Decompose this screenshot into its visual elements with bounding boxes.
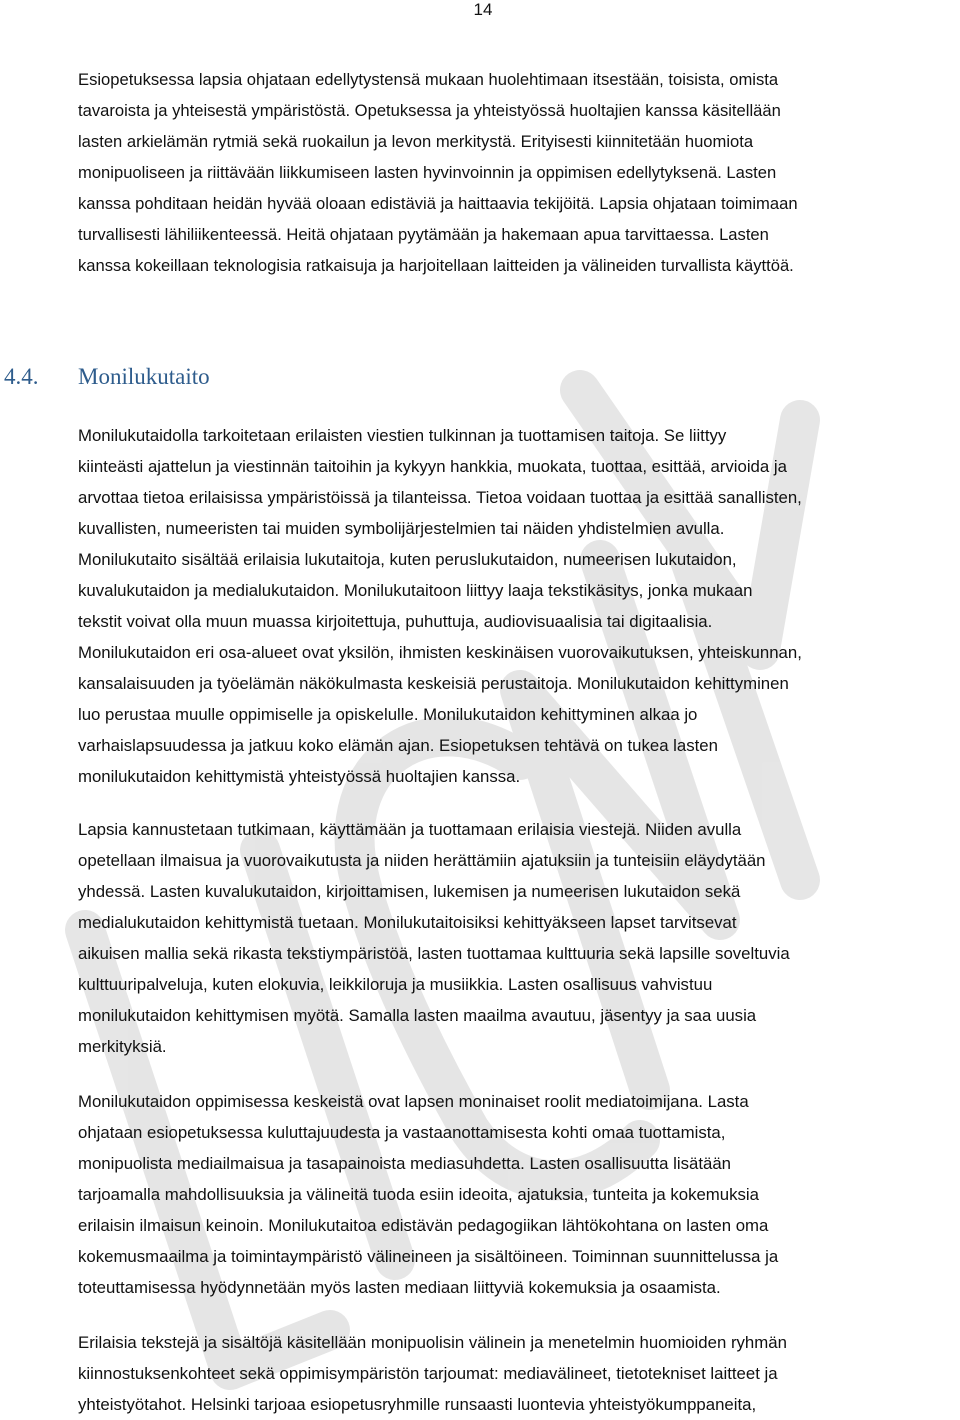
text-line: yhdessä. Lasten kuvalukutaidon, kirjoittamisen, lukemisen ja numeerisen lukutaidon sekä (78, 882, 741, 901)
text-line: erilaisin ilmaisun keinoin. Monilukutaitoa edistävän pedagogiikan lähtökohtana on lasten oma (78, 1216, 769, 1235)
paragraph-5 (78, 1327, 958, 1420)
text-line: kiinteästi ajattelun ja viestinnän taitoihin ja kykyyn hankkia, muokata, tuottaa, esittää, arvioida ja (78, 457, 787, 476)
text-line: medialukutaidon kehittymistä tuetaan. Monilukutaitoisiksi kehittyäkseen lapset tarvitsevat (78, 913, 737, 932)
text-line: toteuttamisessa hyödynnetään myös lasten mediaan liittyviä kokemuksia ja osaamista. (78, 1278, 721, 1297)
text-line: kanssa kokeillaan teknologisia ratkaisuja ja harjoitellaan laitteiden ja välineiden turvallista käyttöä. (78, 256, 794, 275)
text-line: monipuolista mediailmaisua ja tasapainoista mediasuhdetta. Lasten osallisuutta lisätään (78, 1154, 731, 1173)
text-line: arvottaa tietoa erilaisissa ympäristöissä ja tilanteissa. Tietoa voidaan tuottaa ja esittää sanallisten, (78, 488, 802, 507)
text-line: monipuoliseen ja riittävään liikkumiseen lasten hyvinvoinnin ja oppimisen edellytyksenä. Lasten (78, 163, 777, 182)
text-line: ohjataan esiopetuksessa kuluttajuudesta ja vastaanottamisesta kohti omaa tuottamista, (78, 1123, 726, 1142)
text-line: turvallisesti lähiliikenteessä. Heitä ohjataan pyytämään ja hakemaan apua tarvittaessa. Lasten (78, 225, 769, 244)
text-line: kiinnostuksenkohteet sekä oppimisympäristön tarjoumat: mediavälineet, tietotekniset laitteet ja (78, 1364, 778, 1383)
section-number: 4.4. (4, 364, 39, 389)
text-line: Esiopetuksessa lapsia ohjataan edellytystensä mukaan huolehtimaan itsestään, toisista, omista (78, 70, 779, 89)
text-line: Monilukutaidon eri osa-alueet ovat yksilön, ihmisten keskinäisen vuorovaikutuksen, yhteiskunnan, (78, 643, 802, 662)
text-line: tekstit voivat olla muun muassa kirjoitettuja, puhuttuja, audiovisuaalisia tai digitaalisia. (78, 612, 713, 631)
text-line: monilukutaidon kehittymisen myötä. Samalla lasten maailma avautuu, jäsentyy ja saa uusia (78, 1006, 757, 1025)
text-line: kansalaisuuden ja työelämän näkökulmasta keskeisiä perustaitoja. Monilukutaidon kehittyminen (78, 674, 789, 693)
text-line: luo perustaa muulle oppimiselle ja opiskelulle. Monilukutaidon kehittyminen alkaa jo (78, 705, 698, 724)
page-number: 14 (473, 0, 493, 19)
text-line: tavaroista ja yhteisestä ympäristöstä. Opetuksessa ja yhteistyössä huoltajien kanssa käsitellään (78, 101, 781, 120)
text-line: yhteistyötahot. Helsinki tarjoaa esiopetusryhmille runsaasti luontevia yhteistyökumppaneita, (78, 1395, 757, 1414)
text-line: Monilukutaito sisältää erilaisia lukutaitoja, kuten peruslukutaidon, numeerisen lukutaidon, (78, 550, 737, 569)
text-line: Monilukutaidon oppimisessa keskeistä ovat lapsen moninaiset roolit mediatoimijana. Lasta (78, 1092, 749, 1111)
text-line: kuvalukutaidon ja medialukutaidon. Monilukutaitoon liittyy laaja tekstikäsitys, jonka mukaan (78, 581, 753, 600)
paragraph-2 (78, 420, 958, 792)
paragraph-4 (78, 1086, 958, 1303)
text-line: kulttuuripalveluja, kuten elokuvia, leikkiloruja ja musiikkia. Lasten osallisuus vahvistuu (78, 975, 713, 994)
text-line: Lapsia kannustetaan tutkimaan, käyttämään ja tuottamaan erilaisia viestejä. Niiden avulla (78, 820, 742, 839)
text-line: lasten arkielämän rytmiä sekä ruokailun ja levon merkitystä. Erityisesti kiinnitetään huomiota (78, 132, 754, 151)
text-line: kuvallisten, numeeristen tai muiden symbolijärjestelmien tai näiden yhdistelmien avulla. (78, 519, 725, 538)
text-line: aikuisen mallia sekä rikasta tekstiympäristöä, lasten tuottamaa kulttuuria sekä lapsille soveltuvia (78, 944, 790, 963)
text-line: Monilukutaidolla tarkoitetaan erilaisten viestien tulkinnan ja tuottamisen taitoja. Se liittyy (78, 426, 727, 445)
text-line: monilukutaidon kehittymistä yhteistyössä huoltajien kanssa. (78, 767, 521, 786)
text-line: opetellaan ilmaisua ja vuorovaikutusta ja niiden herättämiin ajatuksiin ja tunteisiin eläydytään (78, 851, 766, 870)
paragraph-3 (78, 814, 958, 1062)
text-line: merkityksiä. (78, 1037, 167, 1056)
section-heading (4, 360, 210, 394)
section-title: Monilukutaito (78, 364, 210, 389)
text-line: Erilaisia tekstejä ja sisältöjä käsitellään monipuolisin välinein ja menetelmin huomioiden ryhmän (78, 1333, 787, 1352)
text-line: kokemusmaailma ja toimintaympäristö välineineen ja sisältöineen. Toiminnan suunnittelussa ja (78, 1247, 779, 1266)
text-line: tarjoamalla mahdollisuuksia ja välineitä tuoda esiin ideoita, ajatuksia, tunteita ja kokemuksia (78, 1185, 759, 1204)
text-line: varhaislapsuudessa ja jatkuu koko elämän ajan. Esiopetuksen tehtävä on tukea lasten (78, 736, 718, 755)
paragraph-1 (78, 64, 958, 281)
text-line: kanssa pohditaan heidän hyvää oloaan edistäviä ja haittaavia tekijöitä. Lapsia ohjataan toimimaan (78, 194, 798, 213)
